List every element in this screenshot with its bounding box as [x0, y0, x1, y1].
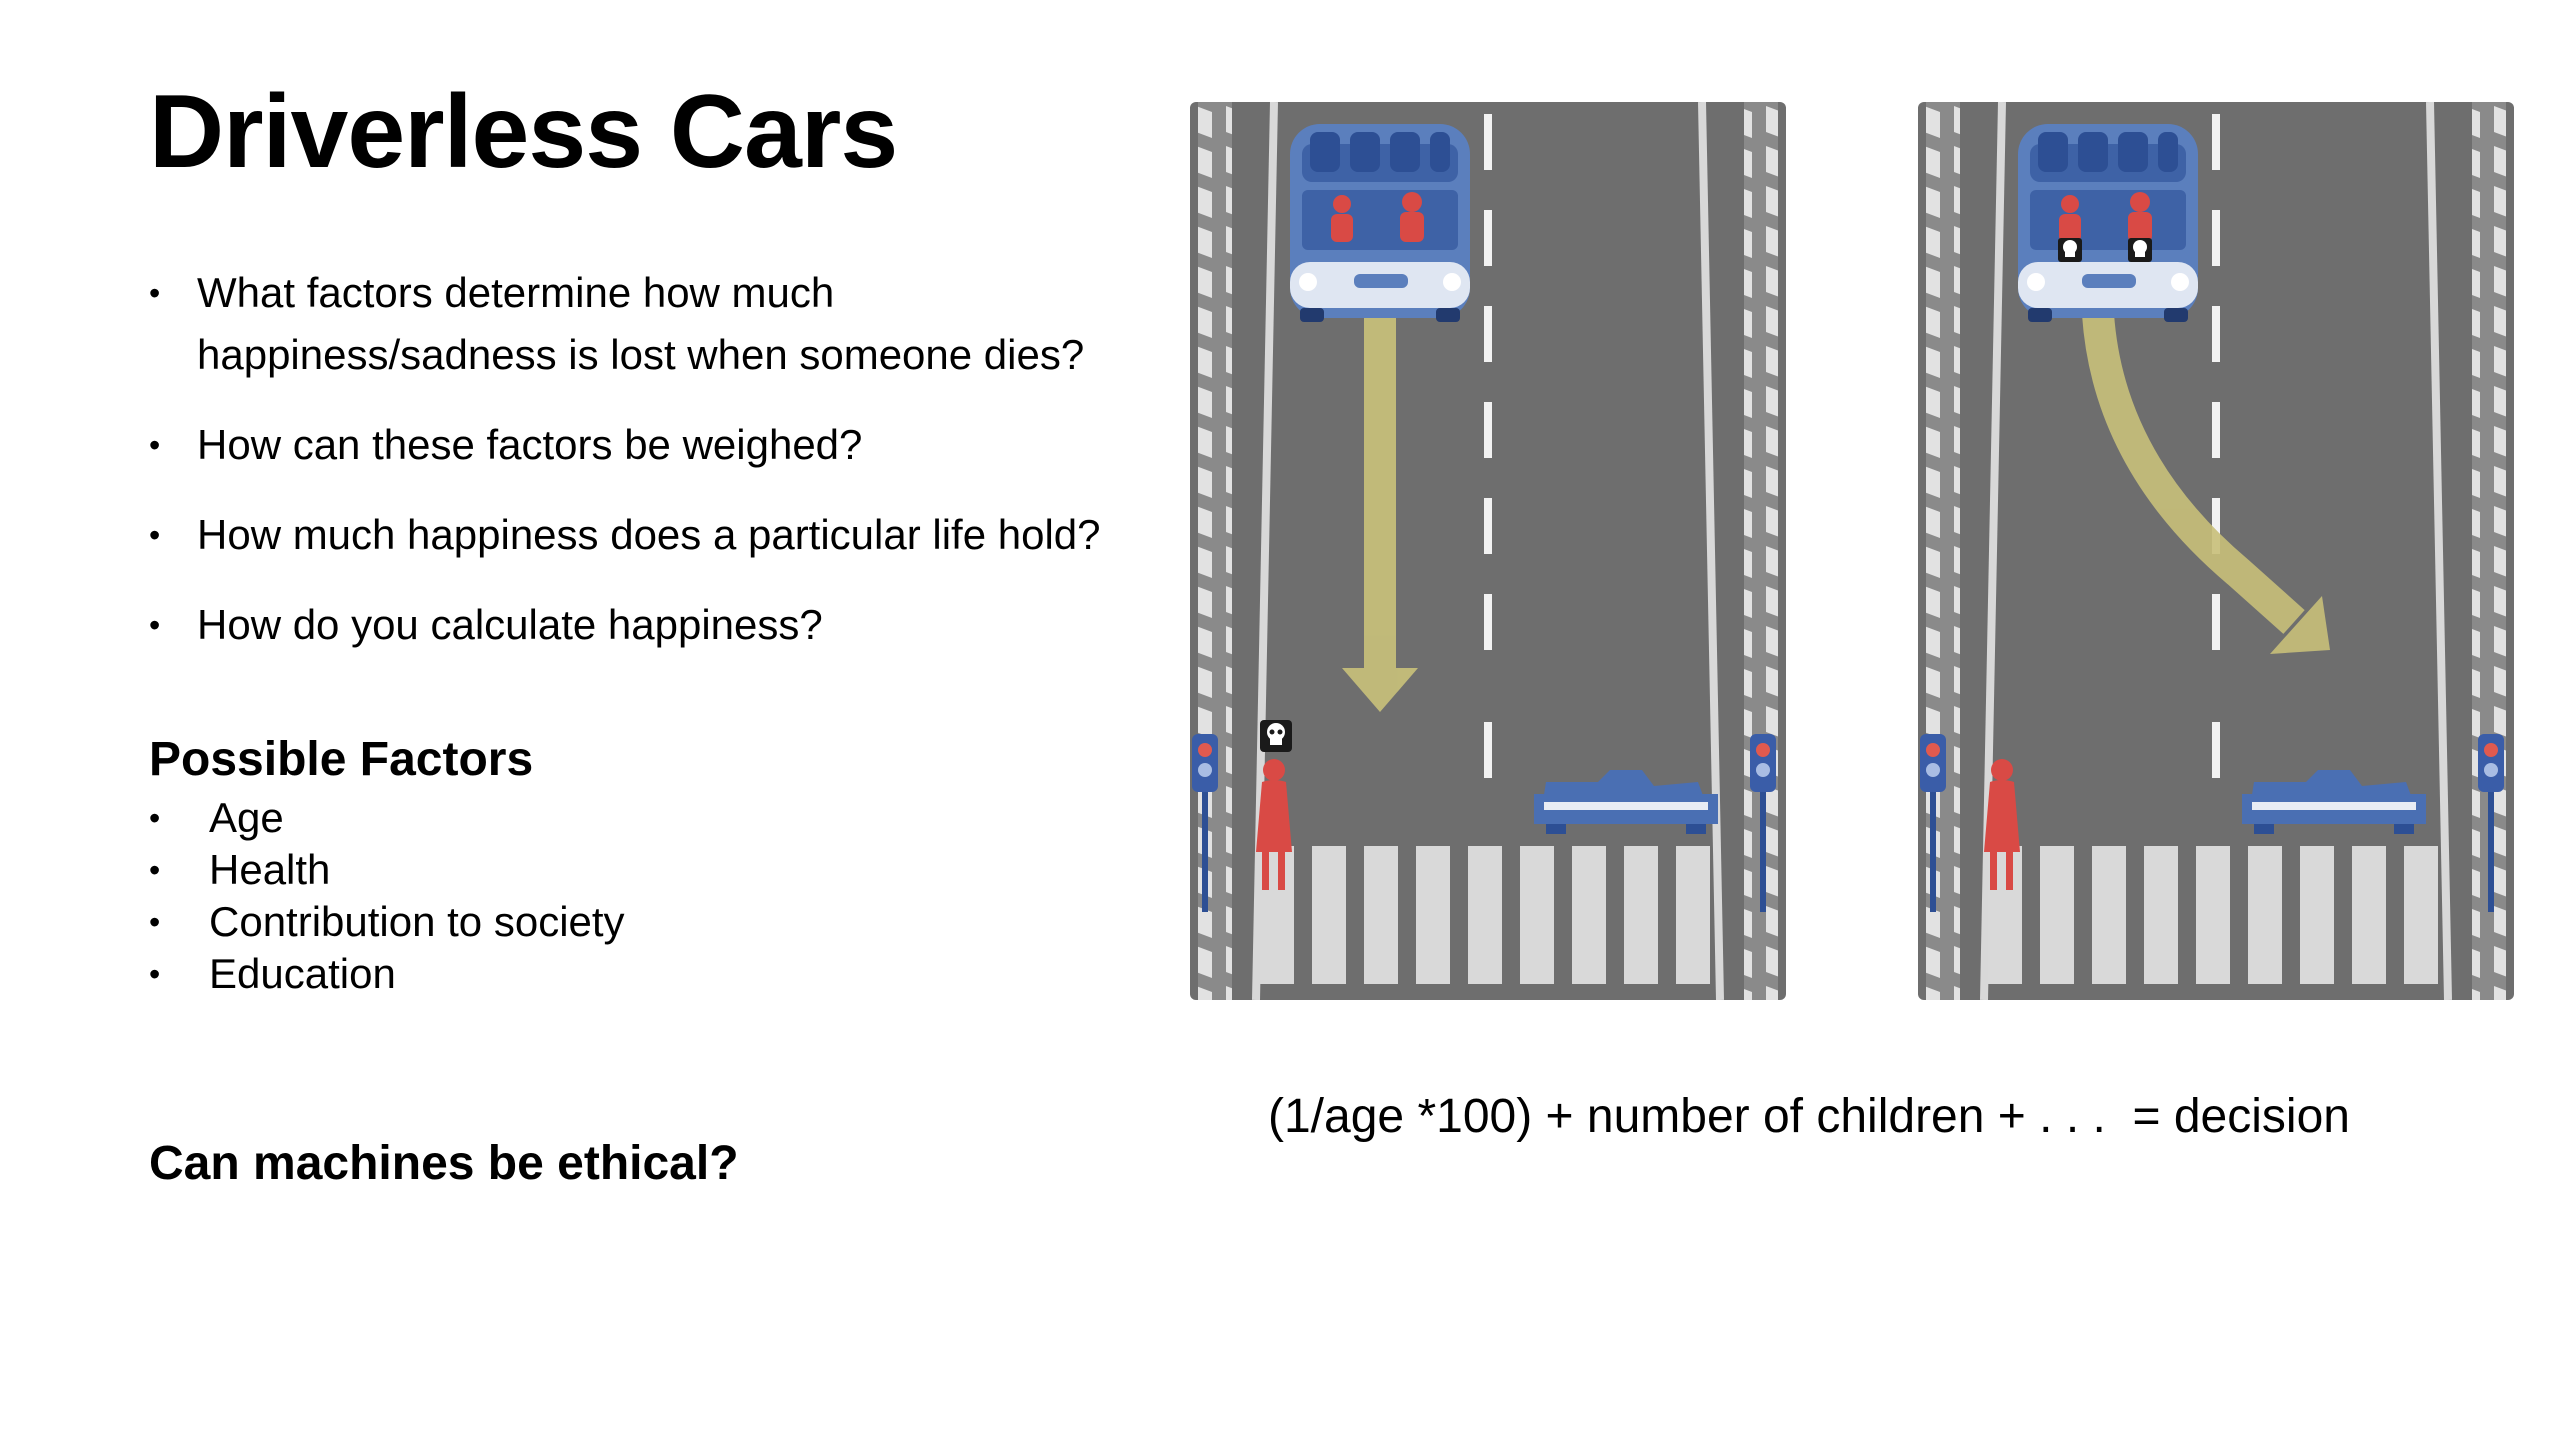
- slide-title: Driverless Cars: [149, 74, 898, 190]
- factor-item: • Age: [149, 792, 625, 844]
- crosswalk: [1988, 846, 2438, 984]
- factor-item: • Health: [149, 844, 625, 896]
- scenario-straight-illustration: [1190, 102, 1786, 1000]
- question-item: • How do you calculate happiness?: [149, 594, 1199, 656]
- question-item: • What factors determine how much happiness/sadness is lost when someone dies?: [149, 262, 1199, 386]
- question-item: • How much happiness does a particular life hold?: [149, 504, 1199, 566]
- factor-item: • Education: [149, 948, 625, 1000]
- decision-formula: (1/age *100) + number of children + . . . = decision: [1268, 1090, 2350, 1143]
- factor-list: [149, 792, 625, 1000]
- question-item: • How can these factors be weighed?: [149, 414, 1199, 476]
- car-icon: [1290, 124, 1470, 322]
- factor-item: • Contribution to society: [149, 896, 625, 948]
- crosswalk: [1260, 846, 1710, 984]
- skull-icon: [2058, 238, 2082, 262]
- question-list: [149, 262, 1199, 684]
- closing-question: Can machines be ethical?: [149, 1137, 739, 1190]
- scenario-swerve-illustration: [1918, 102, 2514, 1000]
- car-icon: [2018, 124, 2198, 322]
- factors-heading: Possible Factors: [149, 733, 534, 786]
- skull-icon: [1260, 720, 1292, 752]
- skull-icon: [2128, 238, 2152, 262]
